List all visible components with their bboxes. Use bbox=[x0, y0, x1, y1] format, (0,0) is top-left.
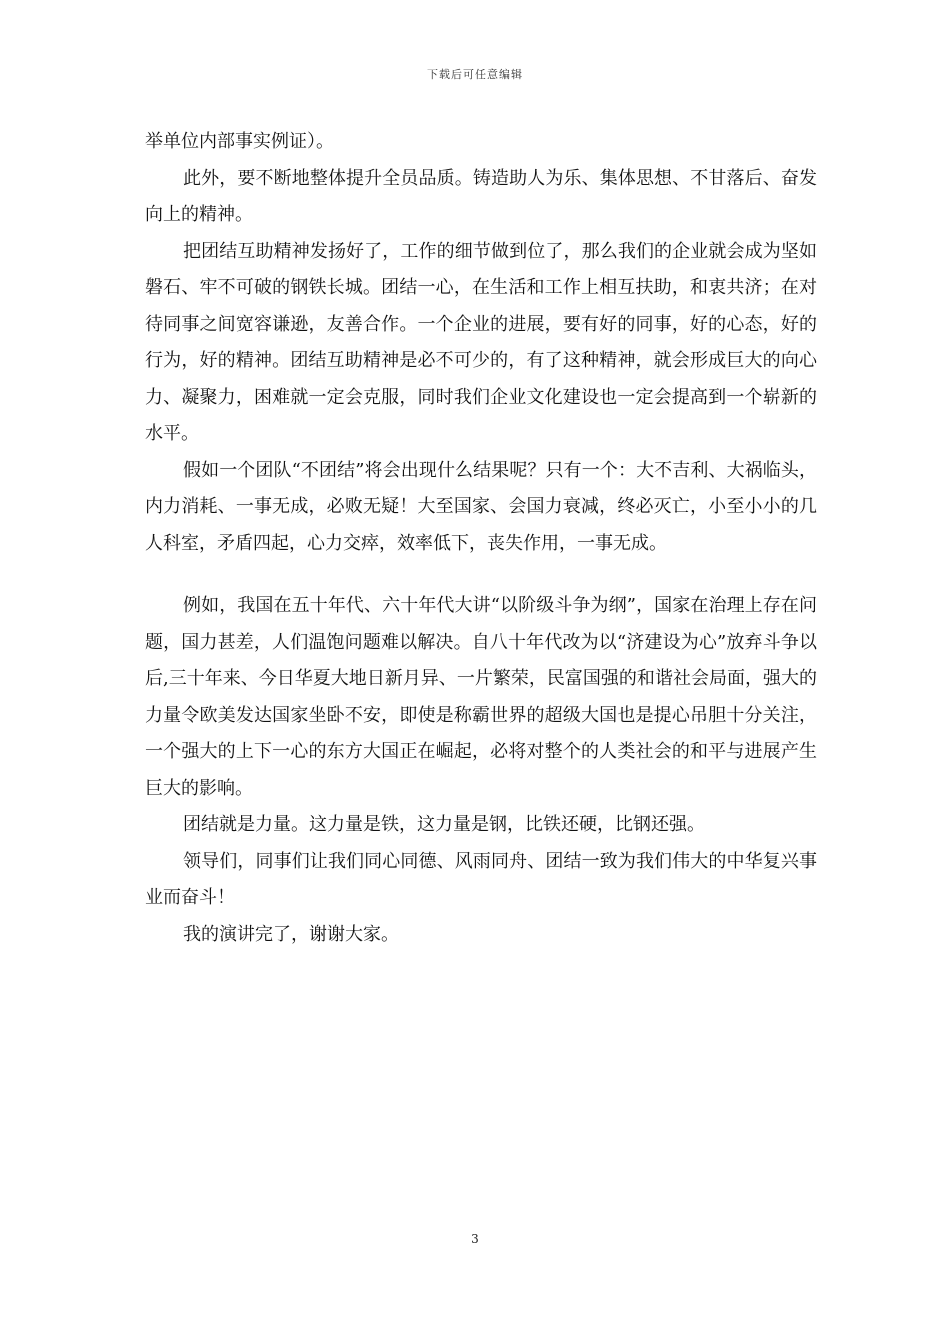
paragraph: 举单位内部事实例证）。 bbox=[145, 131, 334, 152]
document-body bbox=[145, 124, 817, 953]
paragraph: 此外，要不断地整体提升全员品质。铸造助人为乐、集体思想、不甘落后、奋发向上的精神。 bbox=[145, 167, 817, 225]
paragraph: 领导们，同事们让我们同心同德、风雨同舟、团结一致为我们伟大的中华复兴事业而奋斗！ bbox=[145, 850, 817, 908]
paragraph: 团结就是力量。这力量是铁，这力量是钢，比铁还硬，比钢还强。 bbox=[183, 814, 705, 835]
paragraph: 我的演讲完了，谢谢大家。 bbox=[183, 923, 399, 945]
paragraph: 把团结互助精神发扬好了，工作的细节做到位了，那么我们的企业就会成为坚如磐石、牢不可破的钢铁长城。团结一心，在生活和工作上相互扶助，和衷共济；在对待同事之间宽容谦逊，友善合作。一个企业的进展，要有好的同事，好的心态，好的行为，好的精神。团结互助精神是必不可少的，有了这种精神，就会形成巨大的向心力、凝聚力，困难就一定会克服，同时我们企业文化建设也一定会提高到一个崭新的水平。 bbox=[145, 240, 817, 444]
page-header: 下载后可任意编辑 bbox=[427, 68, 523, 81]
page-number: 3 bbox=[471, 1232, 479, 1246]
paragraph: 例如，我国在五十年代、六十年代大讲“以阶级斗争为纲”，国家在治理上存在问题，国力甚差，人们温饱问题难以解决。自八十年代改为以“济建设为心”放弃斗争以后,三十年来、今日华夏大地日新月异、一片繁荣，民富国强的和谐社会局面，强大的力量令欧美发达国家坐卧不安，即使是称霸世界的超级大国也是提心吊胆十分关注，一个强大的上下一心的东方大国正在崛起，必将对整个的人类社会的和平与进展产生巨大的影响。 bbox=[145, 595, 817, 799]
paragraph: 假如一个团队“不团结”将会出现什么结果呢？只有一个：大不吉利、大祸临头，内力消耗、一事无成，必败无疑！大至国家、会国力衰减，终必灭亡，小至小小的几人科室，矛盾四起，心力交瘁，效率低下，丧失作用，一事无成。 bbox=[145, 459, 817, 554]
